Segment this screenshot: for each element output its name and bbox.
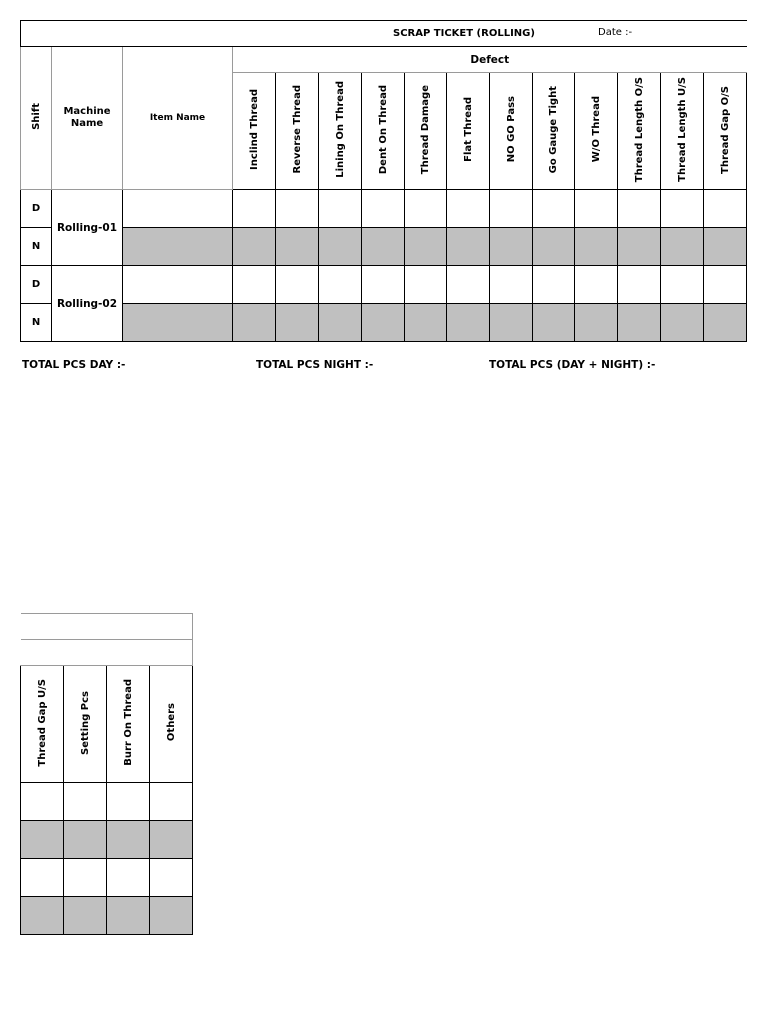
sheet-title: SCRAP TICKET (ROLLING) [393, 28, 535, 39]
scrap-ticket-continuation-table [20, 613, 193, 935]
shift-cell: D [21, 266, 52, 304]
defect-column-header: Thread Length U/S [676, 77, 688, 182]
item-name-header: Item Name [123, 47, 233, 190]
defect-column-header: Lining On Thread [334, 81, 346, 178]
table-row [21, 304, 747, 342]
defect-column-header: Dent On Thread [377, 84, 389, 175]
defect-column-header: Reverse Thread [291, 85, 303, 174]
table-row [21, 821, 193, 859]
total-night-label: TOTAL PCS NIGHT :- [256, 359, 374, 371]
defect-header: Defect [233, 47, 747, 73]
defect-column-header: Thread Damage [420, 84, 431, 175]
table-row [21, 190, 747, 228]
defect-column-header: W/O Thread [590, 96, 602, 163]
item-cell[interactable] [123, 190, 233, 228]
table-row [21, 783, 193, 821]
item-cell[interactable] [123, 228, 233, 266]
defect-column-header: Inclind Thread [248, 89, 260, 170]
machine-name-header: Machine Name [52, 47, 123, 190]
shift-cell: N [21, 228, 52, 266]
scrap-ticket-table [20, 20, 747, 342]
item-cell[interactable] [123, 304, 233, 342]
defect-column-header: Flat Thread [462, 97, 474, 162]
defect-column-header: Go Gauge Tight [548, 85, 559, 174]
defect-column-header: Setting Pcs [79, 690, 91, 755]
total-day-label: TOTAL PCS DAY :- [22, 359, 126, 371]
page-break-footer [20, 578, 748, 582]
defect-column-header: Thread Length O/S [633, 76, 645, 183]
shift-cell: N [21, 304, 52, 342]
defect-column-header: Burr On Thread [122, 679, 134, 766]
table-row [21, 859, 193, 897]
defect-column-header: NO GO Pass [505, 96, 517, 163]
machine-cell: Rolling-01 [52, 190, 123, 266]
table-row [21, 266, 747, 304]
total-day-night-label: TOTAL PCS (DAY + NIGHT) :- [489, 359, 656, 371]
item-cell[interactable] [123, 266, 233, 304]
defect-column-header: Thread Gap U/S [36, 678, 48, 767]
date-label: Date :- [598, 27, 633, 38]
shift-cell: D [21, 190, 52, 228]
title-row [21, 21, 747, 47]
table-row [21, 228, 747, 266]
machine-cell: Rolling-02 [52, 266, 123, 342]
table-row [21, 897, 193, 935]
defect-column-header: Others [165, 703, 177, 742]
shift-header: Shift [30, 103, 42, 130]
defect-column-header: Thread Gap O/S [719, 85, 731, 174]
